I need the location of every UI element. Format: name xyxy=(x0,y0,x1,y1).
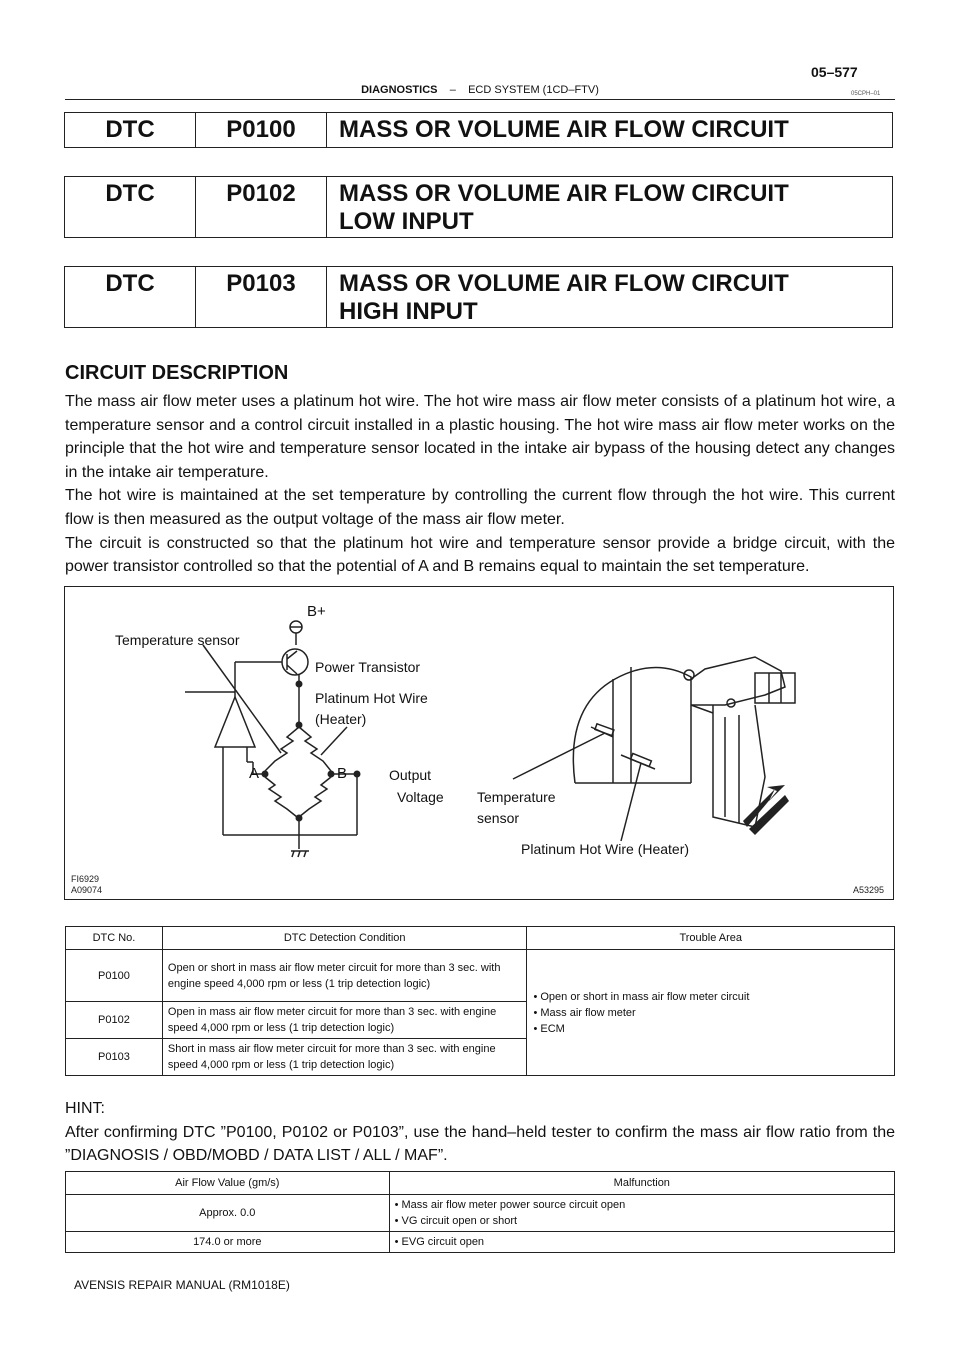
dtc-label: DTC xyxy=(105,270,155,297)
dtc-code-cell xyxy=(196,177,327,237)
dtc-title-line: MASS OR VOLUME AIR FLOW CIRCUIT xyxy=(339,270,789,297)
amplifier-symbol xyxy=(215,697,255,747)
dtc-code-cell xyxy=(196,113,327,147)
dtc-title-line: HIGH INPUT xyxy=(339,298,478,325)
malfunction-item: • VG circuit open or short xyxy=(394,1215,518,1227)
airflow-value-cell: 174.0 or more xyxy=(66,1232,390,1253)
trouble-area-item: • Open or short in mass air flow meter circuit xyxy=(533,990,750,1003)
trouble-area-item: • ECM xyxy=(533,1022,565,1035)
header-airflow-value: Air Flow Value (gm/s) xyxy=(66,1172,390,1195)
airflow-value-cell: Approx. 0.0 xyxy=(66,1195,390,1232)
malfunction-item: • EVG circuit open xyxy=(394,1236,485,1248)
label-node-b: B xyxy=(337,765,348,782)
figure-code-3: A53295 xyxy=(853,885,885,895)
trouble-area-cell xyxy=(527,950,895,1076)
table-row xyxy=(66,1195,895,1232)
header-separator: – xyxy=(449,84,456,96)
label-node-a: A xyxy=(249,765,260,782)
trouble-area-item: • Mass air flow meter xyxy=(533,1006,636,1019)
dtc-label-cell xyxy=(65,113,196,147)
table-header-row xyxy=(66,1172,895,1195)
header-trouble-area: Trouble Area xyxy=(527,927,895,950)
dtc-table xyxy=(65,926,895,1076)
dtc-code-cell xyxy=(196,267,327,327)
dtc-title-cell xyxy=(339,177,886,237)
figure-code-2: A09074 xyxy=(71,885,103,895)
dtc-title-box-p0102 xyxy=(64,176,893,238)
description-paragraph: The circuit is constructed so that the platinum hot wire and temperature sensor provide a bridge circuit, with the power transistor controlled so that the potential of A and B remains equal to maintain the set temperature. xyxy=(65,534,895,576)
dtc-title-box-p0100 xyxy=(64,112,893,148)
circuit-figure xyxy=(64,586,894,900)
hint-block xyxy=(65,1097,895,1168)
circuit-description-text xyxy=(65,390,895,579)
dtc-title-cell xyxy=(339,113,886,147)
running-header xyxy=(0,84,960,96)
label-output: Output xyxy=(389,767,432,783)
label-b-plus: B+ xyxy=(307,603,326,620)
page-number: 05–577 xyxy=(811,64,858,80)
dtc-code-cell: P0102 xyxy=(66,1002,163,1039)
malfunction-cell xyxy=(389,1232,894,1253)
dtc-title-line: MASS OR VOLUME AIR FLOW CIRCUIT xyxy=(339,116,789,143)
dtc-title-cell xyxy=(339,267,886,327)
label-power-transistor: Power Transistor xyxy=(315,659,421,675)
condition-cell: Open in mass air flow meter circuit for more than 3 sec. with engine speed 4,000 rpm or less (1 trip detection logic) xyxy=(162,1002,527,1039)
table-row xyxy=(66,950,895,1002)
label-heater: (Heater) xyxy=(315,711,367,727)
dtc-code-cell: P0103 xyxy=(66,1039,163,1076)
hint-label: HINT: xyxy=(65,1100,105,1117)
label-hot-wire: Platinum Hot Wire xyxy=(315,690,428,706)
figure-code-1: FI6929 xyxy=(71,874,100,884)
header-subsection: ECD SYSTEM (1CD–FTV) xyxy=(468,84,599,96)
dtc-code: P0103 xyxy=(226,270,296,297)
dtc-label-cell xyxy=(65,267,196,327)
header-section: DIAGNOSTICS xyxy=(361,84,438,96)
header-malfunction: Malfunction xyxy=(389,1172,894,1195)
header-rule xyxy=(65,99,895,100)
malfunction-cell xyxy=(389,1195,894,1232)
dtc-label: DTC xyxy=(105,180,155,207)
header-detection-condition: DTC Detection Condition xyxy=(162,927,527,950)
document-code: 05CPH–01 xyxy=(851,91,881,97)
header-dtc-no: DTC No. xyxy=(66,927,163,950)
description-paragraph: The hot wire is maintained at the set temperature by controlling the current flow through the hot wire. This current flow is then measured as the output voltage of the mass air flow meter. xyxy=(65,487,895,528)
section-heading: CIRCUIT DESCRIPTION xyxy=(65,362,289,384)
condition-cell: Open or short in mass air flow meter circuit for more than 3 sec. with engine speed 4,000 rpm or less (1 trip detection logic) xyxy=(162,950,527,1002)
label-sensor: sensor xyxy=(477,810,520,826)
airflow-table xyxy=(65,1171,895,1253)
description-paragraph: The mass air flow meter uses a platinum hot wire. The hot wire mass air flow meter consists of a platinum hot wire, a temperature sensor and a control circuit installed in a plastic housing. The hot wire mass air flow meter works on the principle that the hot wire and temperature sensor located in the intake air bypass of the housing detect any changes in the intake air temperature. xyxy=(65,393,895,481)
dtc-label: DTC xyxy=(105,116,155,143)
label-temperature-sensor: Temperature sensor xyxy=(115,632,240,648)
dtc-code: P0102 xyxy=(226,180,296,207)
table-header-row xyxy=(66,927,895,950)
dtc-code: P0100 xyxy=(226,116,296,143)
dtc-title-line: LOW INPUT xyxy=(339,208,474,235)
dtc-code-cell: P0100 xyxy=(66,950,163,1002)
dtc-title-box-p0103 xyxy=(64,266,893,328)
label-voltage: Voltage xyxy=(397,789,444,805)
label-hot-wire-heater: Platinum Hot Wire (Heater) xyxy=(521,841,690,857)
hint-text: After confirming DTC ”P0100, P0102 or P0103”, use the hand–held tester to confirm the mass air flow ratio from the ”DIAGNOSIS / OBD/MOBD / DATA LIST / ALL / MAF”. xyxy=(65,1123,895,1165)
dtc-title-line: MASS OR VOLUME AIR FLOW CIRCUIT xyxy=(339,180,789,207)
condition-cell: Short in mass air flow meter circuit for more than 3 sec. with engine speed 4,000 rpm or less (1 trip detection logic) xyxy=(162,1039,527,1076)
label-temperature: Temperature xyxy=(477,789,556,805)
malfunction-item: • Mass air flow meter power source circuit open xyxy=(394,1199,626,1211)
dtc-label-cell xyxy=(65,177,196,237)
table-row xyxy=(66,1232,895,1253)
footer-manual-name: AVENSIS REPAIR MANUAL (RM1018E) xyxy=(74,1278,290,1292)
